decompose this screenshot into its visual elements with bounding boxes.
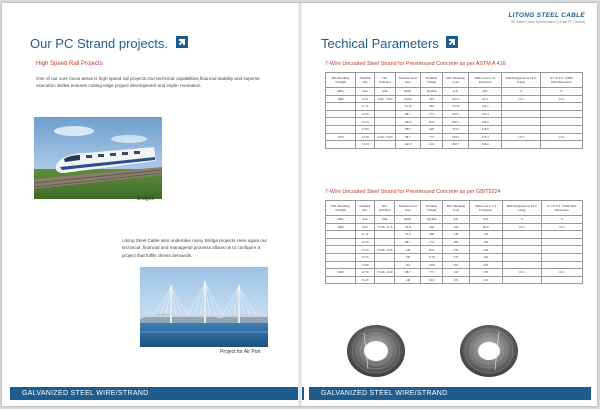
table-cell: 12.70 [356,110,375,118]
table-cell [375,141,395,149]
table-cell: 1487 [421,125,443,133]
table-cell [502,253,541,261]
table-cell: Min. Breaking Load [443,73,469,88]
table-row [326,141,583,149]
table-cell: 241 [469,276,502,284]
table-cell: 234.6 [469,118,502,126]
table-cell [502,246,541,254]
table-cell: 9.53 [356,95,375,103]
table-cell [375,103,395,111]
table-cell: 98.7 [395,269,421,277]
table-row [326,253,583,261]
table-cell: 432 [421,95,443,103]
left-title-text: Our PC Strand projects. [30,36,168,51]
table-cell [541,276,582,284]
table-cell: 102 [443,223,469,231]
table-cell: 140 [395,246,421,254]
table-cell: 54.8 [395,223,421,231]
table-cell: Nominal Dia. [356,73,375,88]
table-cell [540,125,582,133]
table-row [326,110,583,118]
table-cell: 191 [395,261,421,269]
table-row [326,231,583,239]
table-cell: Min.Breaking Strength [326,73,356,88]
table-cell: 12.70 [355,269,374,277]
table-cell [374,238,395,246]
table-cell: 1860 [326,223,356,231]
table-cell: mm [374,216,395,224]
table-cell [502,231,541,239]
table-cell: 98.7 [395,238,421,246]
table-row [326,261,583,269]
right-page [301,3,597,406]
table-cell [326,238,356,246]
table-cell: Kg/Km [421,88,443,96]
table-cell: 74.19 [395,103,420,111]
table-cell: 2070 [326,133,356,141]
table-cell: ≥3.5 [502,95,540,103]
table-cell: 15.20 [355,276,374,284]
table-cell: Min.Elongation in 24 ft Gauge [502,201,541,216]
table-cell [326,246,356,254]
table1-title: 7-Wire Uncoated Steel Strand for Prestressed Concrete as per ASTM A 416 [325,61,506,67]
table-cell: 184 [443,238,469,246]
table-cell [326,231,356,239]
table-cell: MPA [326,216,356,224]
table-cell [374,231,395,239]
table-cell: % [502,216,541,224]
table-cell: mm [355,216,374,224]
table-row [326,125,583,133]
left-subtitle: High Speed Rail Projects [36,61,103,67]
table-cell: 260.7 [443,118,469,126]
table-cell: 15.24 [356,118,375,126]
table-cell: 775 [421,110,443,118]
table-cell [375,118,395,126]
table-cell: 1102 [421,118,443,126]
table-units-row [326,216,583,224]
table-cell: 0.7×U.T.S. 1000h Max.Relaxation [540,73,582,88]
table-row [326,95,583,103]
table-header-row [326,73,583,88]
table-cell: Min. Breaking Load [443,201,469,216]
table-cell [374,253,395,261]
table-cell: Kg/Km [421,216,443,224]
table-row [326,238,583,246]
table-row [326,276,583,284]
left-page-title [30,36,188,51]
table-cell [541,246,582,254]
table-cell [326,103,356,111]
table-cell [375,110,395,118]
table-cell: mm [375,88,395,96]
table-cell: 12.70 [355,238,374,246]
table-row [326,246,583,254]
table-cell: ≥3.5 [502,223,541,231]
table-cell: 260.7 [443,141,469,149]
table-cell: 92.1 [469,95,502,103]
steel-coil-icon [459,323,519,379]
table-row [326,269,583,277]
brand-block [508,12,585,24]
table-cell [502,276,541,284]
table-cell [374,261,395,269]
table-cell: ≥3.5 [502,269,541,277]
table-cell: Min.Load at 1% Extension [469,73,502,88]
table-cell: 193 [443,269,469,277]
table-cell [540,110,582,118]
table-cell: 15.70 [355,253,374,261]
table-cell: Dia. Tolerance [375,73,395,88]
table-cell [540,103,582,111]
table-cell: Min.Elongation in 24 ft Gauge [502,73,540,88]
airport-caption: Project for Air Port [220,349,261,355]
high-speed-rail-paragraph: One of our core focus areas is high speed rail projects.Our technical capabilities,financial stability and superior execution skilles ensures cutting-edge project development and imple- mentation. [36,76,260,89]
table-cell: 1102 [421,141,443,149]
corner-arrow-icon [446,36,458,48]
table-cell: 74.2 [395,231,421,239]
right-footer-banner: GALVANIZED STEEL WIRE/STRAND [309,387,591,400]
table-cell [375,125,395,133]
table-cell [502,238,541,246]
table-cell [326,125,356,133]
table-cell: 175.3 [469,133,502,141]
table-cell [374,276,395,284]
table-cell: +0.40, -0.20 [374,269,395,277]
table-cell [541,253,582,261]
table-cell: 274 [443,276,469,284]
table-cell: 137.9 [443,103,469,111]
table-cell: KN [469,88,502,96]
table-cell [502,141,540,149]
table-cell: 150 [395,253,421,261]
left-page [2,3,300,406]
bridge-projects-paragraph: Litong Steel Cable also undertake many Bridge projects.Here again,our technical ,financial and managerial prowess allows us to configure a project that fulfils clients demands. [122,238,268,258]
table-cell: 234.6 [469,141,502,149]
table-cell: 90.0 [469,223,502,231]
table-cell: 12.70 [356,133,375,141]
table-cell [502,118,540,126]
bridges-caption: Bridges [137,196,154,202]
table-row [326,133,583,141]
table-row [326,103,583,111]
table-cell: 124.1 [469,103,502,111]
table-cell: 102.3 [443,95,469,103]
table-cell [326,118,356,126]
table-cell: 1101 [421,246,443,254]
table-cell: KN [443,216,469,224]
table-cell: % [502,88,540,96]
table-cell [326,141,356,149]
cable-stayed-bridge-photo [140,267,268,347]
table-cell [326,110,356,118]
table-cell: % [541,216,582,224]
table-cell: 183.7 [443,133,469,141]
table-cell: 140 [395,276,421,284]
gb-spec-table [325,200,583,284]
table-cell: 246 [469,253,502,261]
table-cell: 580 [421,231,443,239]
brand-name: LITONG STEEL CABLE [508,12,585,19]
table-cell: 1960 [326,269,356,277]
table-cell: 183.7 [443,110,469,118]
table-cell: 1101 [421,276,443,284]
table-cell [326,261,356,269]
table-cell: 138 [443,231,469,239]
table-cell: 11.11 [356,103,375,111]
table-row [326,118,583,126]
table-cell: 165.3 [469,110,502,118]
table-cell: ≤2.5 [540,133,582,141]
table-cell: ≤2.5 [540,95,582,103]
table-cell [502,261,541,269]
table-cell: Nominal Dia. [355,201,374,216]
table-cell: 15.20 [355,246,374,254]
table-cell: ≤2.5 [541,269,582,277]
right-page-title [321,36,458,51]
table-header-row [326,201,583,216]
table-cell: 1500 [421,261,443,269]
right-title-text: Techical Parameters [321,36,439,51]
table-cell [541,238,582,246]
table-cell: 170 [469,269,502,277]
table-cell: 162 [469,238,502,246]
table-cell: 11.10 [355,231,374,239]
brand-tagline: HC Steel Cable Specification (China PC Strand) [510,20,585,24]
table-cell: KN [443,88,469,96]
table-cell: Nominal Weight [421,201,443,216]
table-cell: KN [469,216,502,224]
table-cell: 54.84 [395,95,420,103]
table-cell: 228 [469,246,502,254]
steel-coil-icon [346,323,406,379]
table-cell: -0.00, +0.65 [375,95,395,103]
table-cell: 98.7 [395,133,420,141]
table-cell [541,231,582,239]
table-cell: MPA [326,88,356,96]
table-cell: 318.0 [469,125,502,133]
table-cell: 1860 [326,95,356,103]
table-units-row [326,88,583,96]
table2-title: 7-Wire Uncoated Steel Strand for Prestressed Concrete as per GB/T5224 [325,189,501,195]
table-cell: 140.0 [395,118,420,126]
table-cell: 432 [421,223,443,231]
table-row [326,223,583,231]
brochure-spread [2,3,597,406]
table-cell: Nominal Weight [421,73,443,88]
table-cell: 774 [421,238,443,246]
table-cell: 353.2 [443,125,469,133]
table-cell [540,141,582,149]
table-cell: Nominal Steel Area [395,201,421,216]
table-cell: 259 [443,246,469,254]
table-cell: 17.80 [355,261,374,269]
table-cell: 189.7 [395,125,420,133]
table-cell: 0.7×U.T.S. 1000h Max Relaxation [541,201,582,216]
high-speed-train-photo [34,117,162,199]
table-cell: 17.80 [356,125,375,133]
table-cell [540,118,582,126]
table-cell: 122 [469,231,502,239]
table-cell: +0.30, -0.15 [374,223,395,231]
table-cell: 775 [421,269,443,277]
corner-arrow-icon [176,36,188,48]
table-cell [502,125,540,133]
table-cell: 140.0 [395,141,420,149]
table-cell: 15.24 [356,141,375,149]
table-cell: 9.50 [355,223,374,231]
table-cell: Nominal Steel Area [395,73,420,88]
table-cell: Mm2 [395,216,421,224]
table-cell [326,253,356,261]
table-cell: 775 [421,133,443,141]
table-cell: Min. Breaking Strength [326,201,356,216]
table-cell: Dia. Tolerance [374,201,395,216]
table-cell [502,103,540,111]
table-cell [326,276,356,284]
table-cell: 582 [421,103,443,111]
astm-spec-table [325,72,583,149]
table-cell: ≤2.5 [541,223,582,231]
table-cell: ≥3.5 [502,133,540,141]
table-cell: +0.40, -0.20 [374,246,395,254]
table-cell: 1178 [421,253,443,261]
table-cell: 98.7 [395,110,420,118]
table-cell [541,261,582,269]
table-cell: mm [356,88,375,96]
table-cell: Min.Load at 1% Extension [469,201,502,216]
table-cell [502,110,540,118]
table-cell: 353 [443,261,469,269]
table-cell: 279 [443,253,469,261]
table-cell: 318 [469,261,502,269]
table-cell: -0.00, +0.65 [375,133,395,141]
table-cell: Mm2 [395,88,420,96]
left-footer-banner: GALVANIZED STEEL WIRE/STRAND [10,387,304,400]
table-cell: % [540,88,582,96]
